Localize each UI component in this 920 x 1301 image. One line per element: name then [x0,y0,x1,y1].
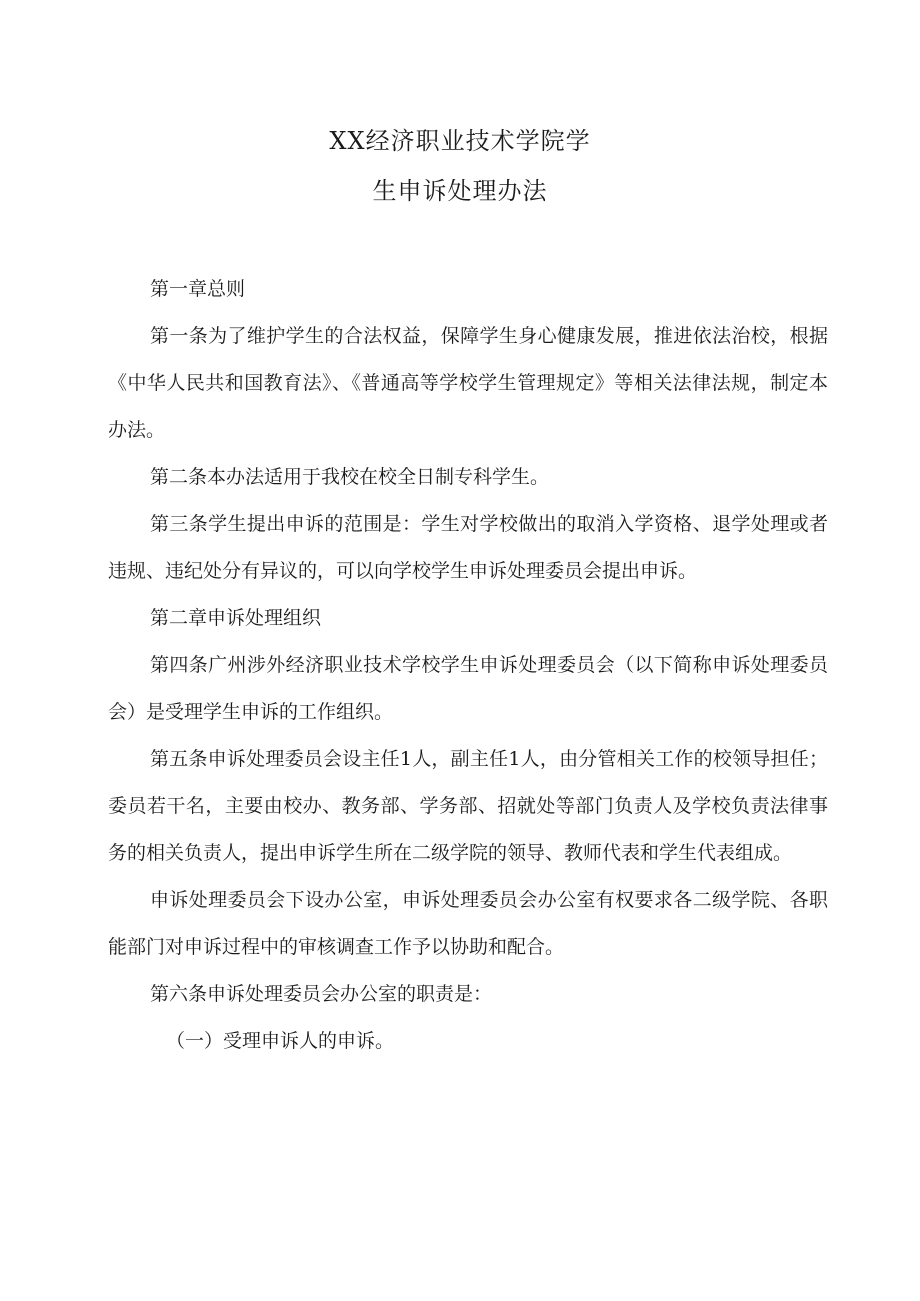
article-paragraph: 第四条广州涉外经济职业技术学校学生申诉处理委员会（以下简称申诉处理委员会）是受理学生申诉的工作组织。 [108,654,828,723]
document-title-line-1: XX经济职业技术学院学 [329,127,591,155]
article-paragraph: 第六条申诉处理委员会办公室的职责是： [150,983,493,1005]
document-body [108,266,828,1065]
article-paragraph: 申诉处理委员会下设办公室，申诉处理委员会办公室有权要求各二级学院、各职能部门对申诉过程中的审核调查工作予以协助和配合。 [108,889,828,958]
article-paragraph: 第二条本办法适用于我校在校全日制专科学生。 [150,466,550,488]
chapter-heading: 第二章申诉处理组织 [150,607,322,629]
article-paragraph: 第一条为了维护学生的合法权益，保障学生身心健康发展，推进依法治校，根据《中华人民共和国教育法》、《普通高等学校学生管理规定》等相关法律法规，制定本办法。 [108,325,828,441]
document-title-line-2: 生申诉处理办法 [372,177,548,205]
article-paragraph: 第五条申诉处理委员会设主任1人，副主任1人，由分管相关工作的校领导担任；委员若干名，主要由校办、教务部、学务部、招就处等部门负责人及学校负责法律事务的相关负责人，提出申诉学生所在二级学院的领导、教师代表和学生代表组成。 [108,748,828,864]
chapter-heading: 第一章总则 [150,278,246,300]
article-paragraph: 第三条学生提出申诉的范围是：学生对学校做出的取消入学资格、退学处理或者违规、违纪处分有异议的，可以向学校学生申诉处理委员会提出申诉。 [108,513,828,582]
list-item-paragraph: （一）受理申诉人的申诉。 [166,1030,395,1052]
